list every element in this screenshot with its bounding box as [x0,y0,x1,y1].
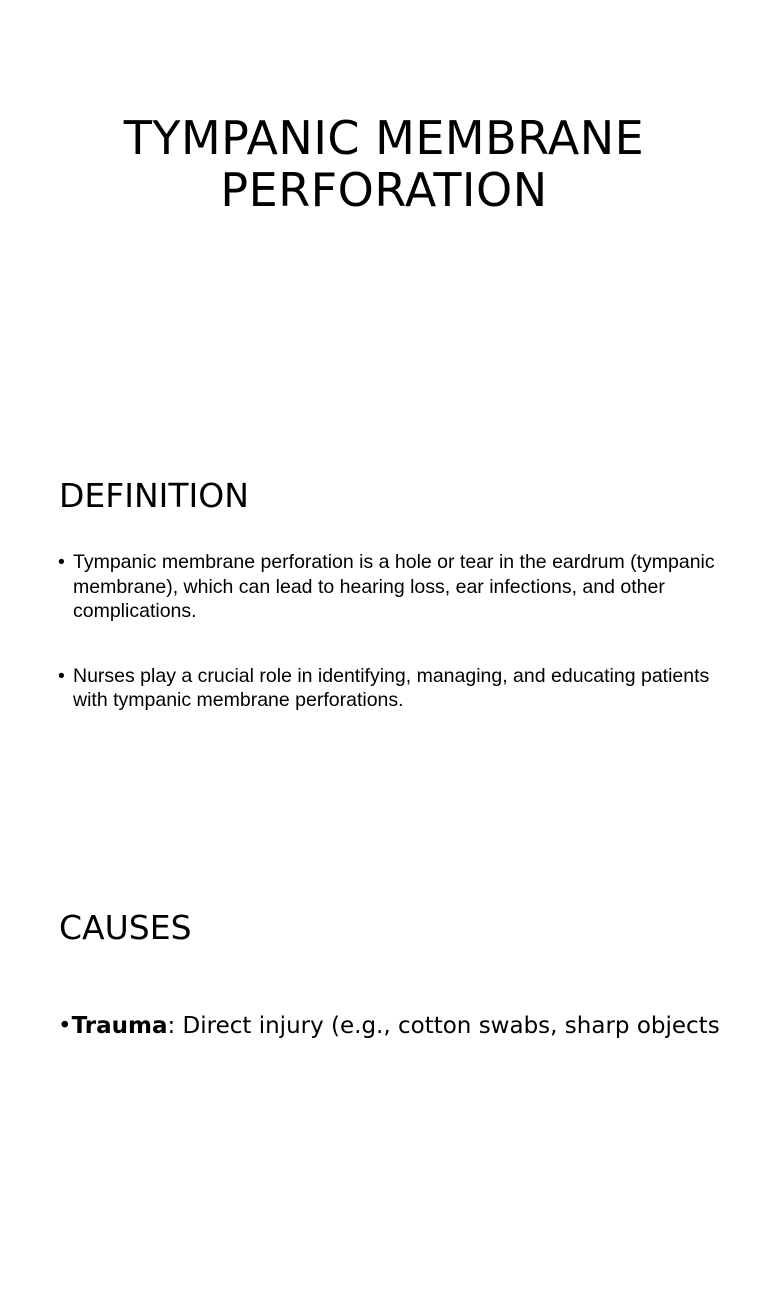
definition-bullet-list [58,550,718,753]
bullet-icon: • [58,1013,72,1039]
definition-heading: DEFINITION [59,476,249,515]
definition-bullet-text: Tympanic membrane perforation is a hole or tear in the eardrum (tympanic membrane), which can lead to hearing loss, ear infections, and other complications. [73,551,715,622]
bullet-icon: • [58,664,65,687]
title-slide [0,0,768,432]
cause-label-trauma: Trauma [71,1013,168,1039]
causes-first-item [58,1012,720,1040]
cause-description-trauma: : Direct injury (e.g., cotton swabs, sharp objects [167,1013,720,1039]
definition-slide [0,432,768,864]
slide-title-line-1: TYMPANIC MEMBRANE [123,111,645,165]
bullet-icon: • [58,551,65,573]
definition-bullet-1 [58,550,718,624]
slide-title-line-2: PERFORATION [220,163,548,217]
causes-heading: CAUSES [59,908,192,947]
definition-bullet-text: Nurses play a crucial role in identifying, managing, and educating patients with tympanic membrane perforations. [73,664,710,711]
slide-title [0,112,768,216]
causes-slide [0,864,768,1296]
definition-bullet-2 [58,664,718,713]
